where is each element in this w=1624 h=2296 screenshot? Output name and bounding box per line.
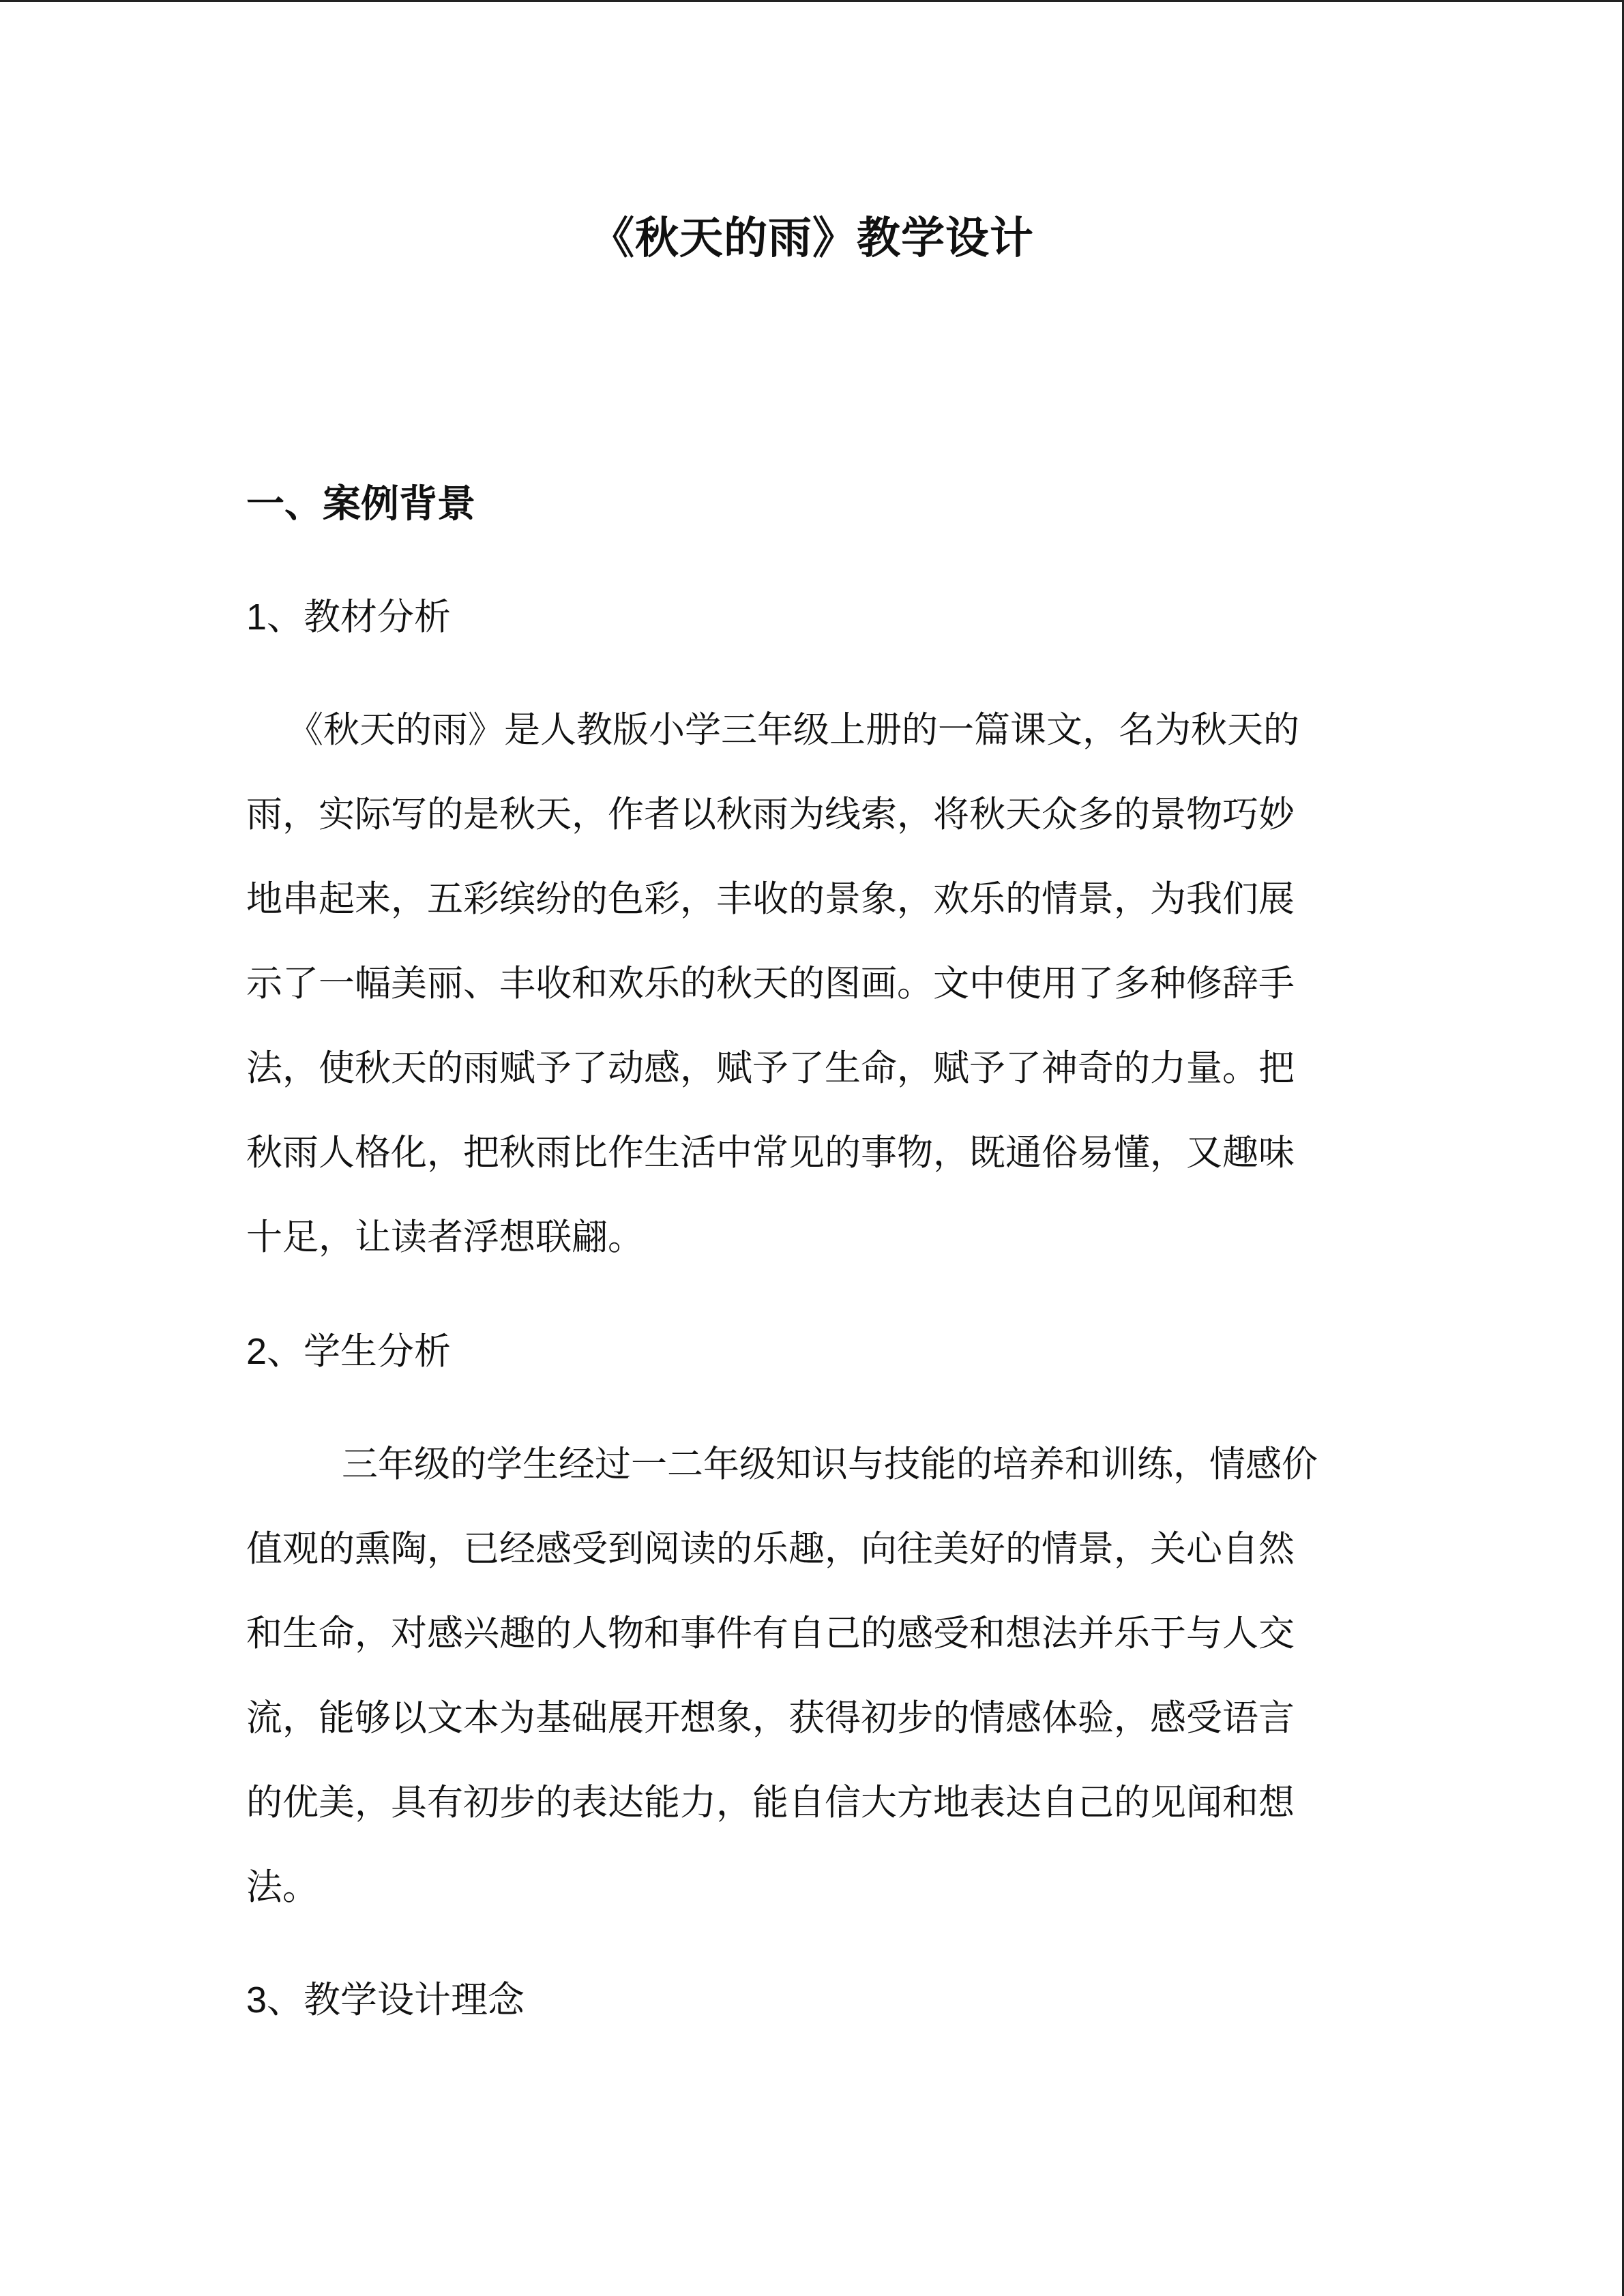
paragraph-student-analysis [246,1422,1378,1930]
paragraph-line: 地串起来，五彩缤纷的色彩，丰收的景象，欢乐的情景，为我们展 [246,878,1295,920]
subheading-label: 、学生分析 [267,1330,452,1373]
paragraph-line: 法。 [246,1866,319,1908]
subheading-number: 2 [246,1331,267,1372]
subheading-design-philosophy [246,1966,525,2034]
paragraph-line: 示了一幅美丽、丰收和欢乐的秋天的图画。文中使用了多种修辞手 [246,963,1295,1004]
subheading-number: 1 [246,597,267,638]
paragraph-line: 的优美，具有初步的表达能力，能自信大方地表达自己的见闻和想 [246,1782,1295,1823]
paragraph-material-analysis [246,688,1378,1280]
paragraph-line: 流，能够以文本为基础展开想象，获得初步的情感体验，感受语言 [246,1697,1295,1739]
paragraph-line: 和生命，对感兴趣的人物和事件有自己的感受和想法并乐于与人交 [246,1613,1295,1654]
subheading-student-analysis [246,1317,451,1386]
subheading-number: 3 [246,1980,267,2021]
section-heading-case-background: 一、案例背景 [246,482,475,526]
page-top-border [0,0,1624,2]
paragraph-line: 值观的熏陶，已经感受到阅读的乐趣，向往美好的情景，关心自然 [246,1528,1295,1570]
paragraph-line: 《秋天的雨》是人教版小学三年级上册的一篇课文，名为秋天的 [287,709,1299,751]
document-title: 《秋天的雨》教学设计 [591,213,1034,264]
subheading-material-analysis [246,583,451,651]
paragraph-line: 十足，让读者浮想联翩。 [246,1217,644,1258]
subheading-label: 、教学设计理念 [267,1978,525,2021]
paragraph-line: 秋雨人格化，把秋雨比作生活中常见的事物，既通俗易懂，又趣味 [246,1132,1295,1174]
paragraph-line: 法，使秋天的雨赋予了动感，赋予了生命，赋予了神奇的力量。把 [246,1047,1295,1089]
subheading-label: 、教材分析 [267,595,452,638]
paragraph-line: 三年级的学生经过一二年级知识与技能的培养和训练，情感价 [342,1444,1318,1485]
paragraph-line: 雨，实际写的是秋天，作者以秋雨为线索，将秋天众多的景物巧妙 [246,794,1295,835]
